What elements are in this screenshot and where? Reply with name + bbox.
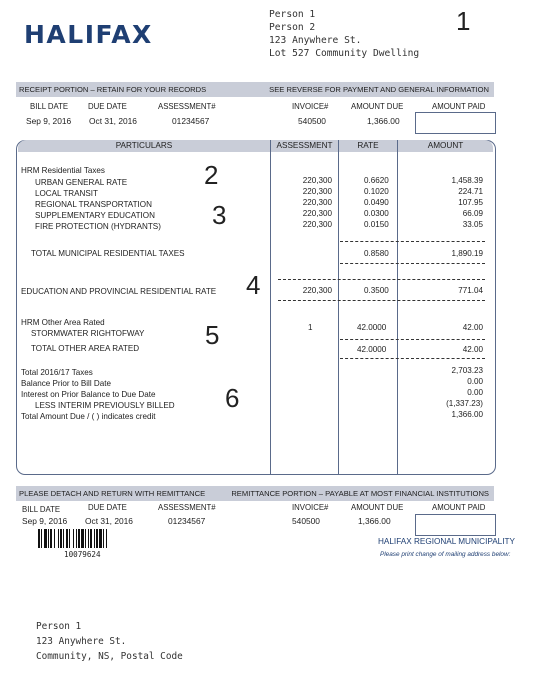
education-amount: 771.04 xyxy=(458,286,483,295)
row-assessment: 220,300 xyxy=(302,220,332,229)
annotation-3: 3 xyxy=(212,200,227,230)
summary-amount: (1,337.23) xyxy=(446,399,483,408)
row-rate: 0.6620 xyxy=(364,176,389,185)
row-assessment: 220,300 xyxy=(302,187,332,196)
row-rate: 0.0300 xyxy=(364,209,389,218)
row-particular: SUPPLEMENTARY EDUCATION xyxy=(35,211,155,220)
education-rate: 0.3500 xyxy=(364,286,389,295)
row-particular: REGIONAL TRANSPORTATION xyxy=(35,200,152,209)
summary-label: Balance Prior to Bill Date xyxy=(21,379,111,388)
total-municipal-label: TOTAL MUNICIPAL RESIDENTIAL TAXES xyxy=(31,249,185,258)
subtotal-rule xyxy=(340,241,485,242)
remit-due-date-value: Oct 31, 2016 xyxy=(85,516,133,526)
row-particular: URBAN GENERAL RATE xyxy=(35,178,128,187)
recipient-address-top xyxy=(269,8,419,60)
annotation-6: 6 xyxy=(225,383,240,413)
recipient-address-bottom xyxy=(36,619,183,664)
col-header-assessment: ASSESSMENT xyxy=(271,140,338,152)
bill-date-value: Sep 9, 2016 xyxy=(26,116,72,126)
amount-paid-label: AMOUNT PAID xyxy=(432,102,486,111)
remit-amount-due-value: 1,366.00 xyxy=(358,516,391,526)
assessment-label: ASSESSMENT# xyxy=(158,102,216,111)
amount-paid-field[interactable] xyxy=(415,112,496,134)
stormwater-rate: 42.0000 xyxy=(357,323,387,332)
remit-amount-paid-label: AMOUNT PAID xyxy=(432,503,486,512)
row-amount: 33.05 xyxy=(462,220,483,229)
section-rule xyxy=(278,300,485,301)
total-other-rate: 42.0000 xyxy=(357,345,387,354)
due-date-value: Oct 31, 2016 xyxy=(89,116,137,126)
receipt-band-right: SEE REVERSE FOR PAYMENT AND GENERAL INFORMATION xyxy=(269,85,489,94)
address-line: 123 Anywhere St. xyxy=(36,636,127,647)
mailing-address-note: Please print change of mailing address below: xyxy=(380,551,511,558)
remit-assessment-label: ASSESSMENT# xyxy=(158,503,216,512)
row-amount: 1,458.39 xyxy=(451,176,483,185)
section-rule xyxy=(278,279,485,280)
col-header-particulars: PARTICULARS xyxy=(18,140,270,152)
barcode-bar xyxy=(106,529,107,548)
address-line: Community, NS, Postal Code xyxy=(36,651,183,662)
address-line: Lot 527 Community Dwelling xyxy=(269,48,420,59)
remit-due-date-label: DUE DATE xyxy=(88,503,127,512)
remit-invoice-label: INVOICE# xyxy=(292,503,329,512)
barcode-number: 10079624 xyxy=(64,550,101,559)
row-rate: 0.0150 xyxy=(364,220,389,229)
other-area-title: HRM Other Area Rated xyxy=(21,318,105,327)
summary-label: Total Amount Due / ( ) indicates credit xyxy=(21,412,156,421)
total-other-amount: 42.00 xyxy=(462,345,483,354)
remit-bill-date-value: Sep 9, 2016 xyxy=(22,516,68,526)
total-other-label: TOTAL OTHER AREA RATED xyxy=(31,344,140,353)
row-assessment: 220,300 xyxy=(302,209,332,218)
receipt-band xyxy=(16,82,494,97)
row-assessment: 220,300 xyxy=(302,176,332,185)
halifax-logo: HALIFAX xyxy=(24,20,153,49)
due-date-label: DUE DATE xyxy=(88,102,127,111)
row-amount: 66.09 xyxy=(462,209,483,218)
row-particular: LOCAL TRANSIT xyxy=(35,189,98,198)
address-line: Person 1 xyxy=(269,9,316,20)
summary-amount: 0.00 xyxy=(467,388,483,397)
remit-amount-paid-field[interactable] xyxy=(415,514,496,536)
remit-assessment-value: 01234567 xyxy=(168,516,206,526)
annotation-5: 5 xyxy=(205,320,220,350)
summary-label: Interest on Prior Balance to Due Date xyxy=(21,390,156,399)
address-line: Person 1 xyxy=(36,621,82,632)
row-rate: 0.1020 xyxy=(364,187,389,196)
total-municipal-amount: 1,890.19 xyxy=(451,249,483,258)
subtotal-rule xyxy=(340,263,485,264)
total-municipal-rate: 0.8580 xyxy=(364,249,389,258)
barcode xyxy=(38,529,111,548)
address-line: 123 Anywhere St. xyxy=(269,35,362,46)
row-amount: 107.95 xyxy=(458,198,483,207)
row-rate: 0.0490 xyxy=(364,198,389,207)
remit-invoice-value: 540500 xyxy=(292,516,320,526)
remit-bill-date-label: BILL DATE xyxy=(22,505,61,514)
stormwater-label: STORMWATER RIGHTOFWAY xyxy=(31,329,145,338)
invoice-label: INVOICE# xyxy=(292,102,329,111)
amount-due-label: AMOUNT DUE xyxy=(351,102,404,111)
annotation-2: 2 xyxy=(204,160,219,190)
stormwater-assessment: 1 xyxy=(308,323,313,332)
column-divider xyxy=(397,140,398,474)
column-divider xyxy=(270,140,271,474)
summary-label: Total 2016/17 Taxes xyxy=(21,368,93,377)
col-header-rate: RATE xyxy=(339,140,397,152)
stormwater-amount: 42.00 xyxy=(462,323,483,332)
row-particular: FIRE PROTECTION (HYDRANTS) xyxy=(35,222,161,231)
subtotal-rule xyxy=(340,358,485,359)
residential-taxes-title: HRM Residential Taxes xyxy=(21,166,105,175)
summary-label: LESS INTERIM PREVIOUSLY BILLED xyxy=(35,401,175,410)
municipality-name: HALIFAX REGIONAL MUNICIPALITY xyxy=(378,537,515,546)
remittance-band xyxy=(16,486,494,501)
invoice-value: 540500 xyxy=(298,116,326,126)
amount-due-value: 1,366.00 xyxy=(367,116,400,126)
remittance-band-left: PLEASE DETACH AND RETURN WITH REMITTANCE xyxy=(19,489,206,498)
remit-amount-due-label: AMOUNT DUE xyxy=(351,503,404,512)
receipt-band-left: RECEIPT PORTION – RETAIN FOR YOUR RECORDS xyxy=(19,85,207,94)
row-assessment: 220,300 xyxy=(302,198,332,207)
address-line: Person 2 xyxy=(269,22,316,33)
education-label: EDUCATION AND PROVINCIAL RESIDENTIAL RATE xyxy=(21,287,217,296)
subtotal-rule xyxy=(340,339,485,340)
annotation-1: 1 xyxy=(456,6,471,36)
column-divider xyxy=(338,140,339,474)
annotation-4: 4 xyxy=(246,270,261,300)
assessment-value: 01234567 xyxy=(172,116,210,126)
col-header-amount: AMOUNT xyxy=(398,140,493,152)
remittance-band-right: REMITTANCE PORTION – PAYABLE AT MOST FINANCIAL INSTITUTIONS xyxy=(231,489,489,498)
education-assessment: 220,300 xyxy=(302,286,332,295)
summary-amount: 1,366.00 xyxy=(451,410,483,419)
summary-amount: 2,703.23 xyxy=(451,366,483,375)
bill-date-label: BILL DATE xyxy=(30,102,69,111)
summary-amount: 0.00 xyxy=(467,377,483,386)
row-amount: 224.71 xyxy=(458,187,483,196)
